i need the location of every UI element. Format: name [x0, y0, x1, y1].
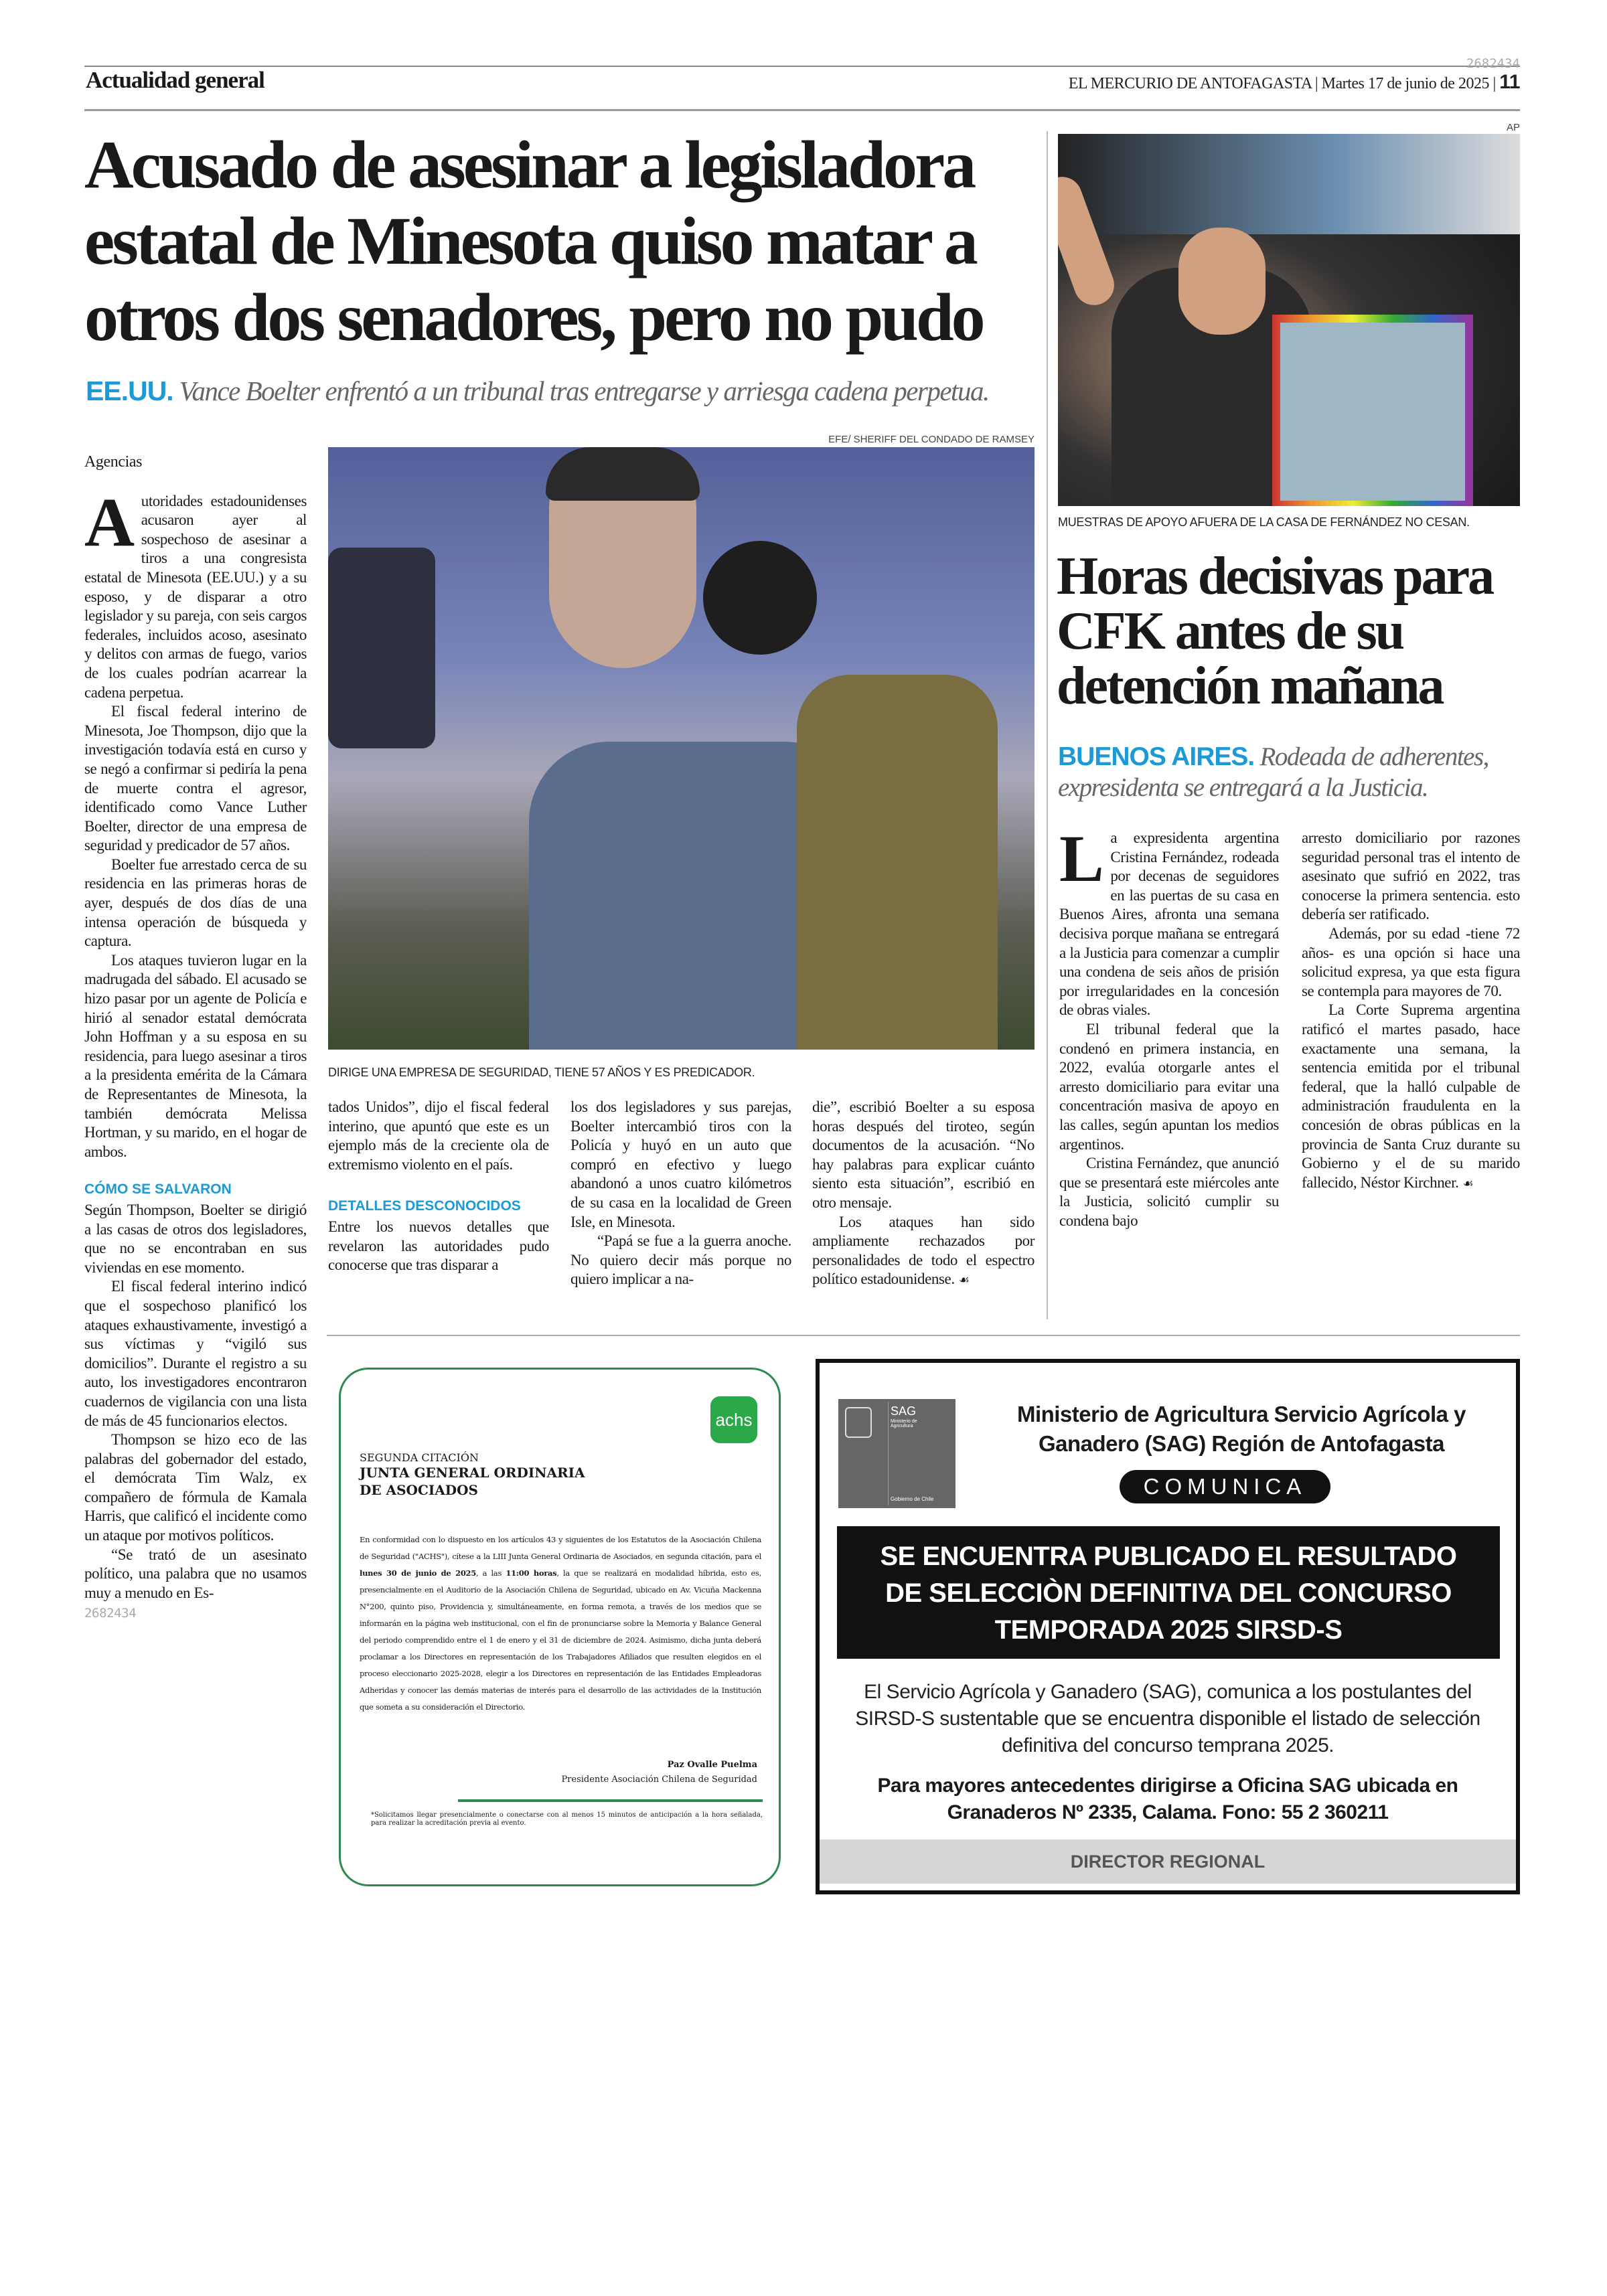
photo-credit: AP: [1506, 122, 1520, 133]
story1-column-4: [812, 1098, 1035, 1291]
section-title: Actualidad general: [86, 67, 264, 93]
top-rule: [84, 66, 1520, 67]
footer-code: 2682434: [84, 1606, 137, 1621]
photo-caption: DIRIGE UNA EMPRESA DE SEGURIDAD, TIENE 57 AÑOS Y ES PREDICADOR.: [328, 1066, 755, 1079]
sag-ad: [816, 1359, 1520, 1894]
page-code: 2682434: [1466, 56, 1520, 71]
banner-line: TEMPORADA 2025 SIRSD-S: [994, 1615, 1343, 1645]
sag-body: El Servicio Agrícola y Ganadero (SAG), comunica a los postulantes del SIRSD-S sustentable que se encuentra disponible el listado de selección definitiva del concurso temprana 2025.: [855, 1681, 1480, 1756]
ads-rule: [327, 1335, 1520, 1336]
headline-line: estatal de Minesota quiso matar a: [84, 203, 976, 279]
story1-kicker: EE.UU.: [86, 376, 173, 406]
paragraph: die”, escribió Boelter a su esposa horas después del tiroteo, según documentos de la acusación. “No hay palabras para explicar cuánto siento esta situación”, escribió en otro mensaje.: [812, 1098, 1035, 1211]
drop-cap: L: [1059, 821, 1104, 896]
photo-credit: EFE/ SHERIFF DEL CONDADO DE RAMSEY: [828, 434, 1035, 445]
logo-subtitle: Ministerio de Agricultura: [891, 1419, 917, 1428]
logo-footer: Gobierno de Chile: [891, 1496, 934, 1502]
paragraph-text: Los ataques han sido ampliamente rechazados por personalidades de todo el espectro político estadounidense.: [812, 1213, 1035, 1288]
achs-body: En conformidad con lo dispuesto en los artículos 43 y siguientes de los Estatutos de la Asociación Chilena de Seguridad ("ACHS"), cítese a la LIII Junta General Ordinaria de Asociados, en segunda citación, para el lunes 30 de junio de 2025, a las 11:00 horas, la que se realizará en modalidad híbrida, esto es, presencialmente en el Auditorio de la Asociación Chilena de Seguridad, ubicado en Av. Vicuña Mackenna N°200, quinto piso, Providencia y, simultáneamente, en forma remota, a través de los medios que se informarán en la página web institucional, con el fin de pronunciarse sobre la Memoria y Balance General del periodo comprendido entre el 1 de enero y el 31 de diciembre de 2024. Asimismo, dicha junta deberá proclamar a los Directores en representación de los Trabajadores Afiliados que resulten elegidos en el proceso eleccionario 2025-2028, elegir a los Directores en representación de las Entidades Empleadoras Adheridas y conocer las demás materias de interés para el desarrollo de las actividades de la Institución que someta a su consideración el Directorio.: [360, 1535, 761, 1712]
story2-deck-text: Rodeada de adherentes, expresidenta se entregará a la Justicia.: [1058, 742, 1488, 802]
paragraph: [1302, 1001, 1520, 1194]
column-divider: [1047, 131, 1048, 1319]
story1-deck: [86, 375, 1043, 407]
signer-name: Paz Ovalle Puelma: [667, 1760, 757, 1770]
story1-column-3: [570, 1098, 791, 1289]
achs-header: [360, 1451, 761, 1499]
paragraph: los dos legisladores y sus parejas, Boelter intercambió tiros con la Policía y huyó en un auto que compró en efectivo y luego abandonó a unos cuatro kilómetros de su casa en la localidad de Green Isle, en Minesota.: [570, 1098, 791, 1230]
masthead: EL MERCURIO DE ANTOFAGASTA | Martes 17 de junio de 2025 | 11: [1068, 71, 1520, 93]
story2-column-2: [1302, 829, 1520, 1194]
story1-headline: [84, 127, 983, 356]
paragraph: Además, por su edad -tiene 72 años- es una opción si hace una solicitud expresa, ya que esta figura se contempla para mayores de 70.: [1302, 924, 1520, 999]
paragraph: El fiscal federal interino indicó que el sospechoso planificó los ataques exhaustivamente, investigó a sus víctimas y “vigiló sus domicilios”. Durante el registro a su auto, los investigadores encontraron cuadernos de vigilancia con una lista de más de 45 funcionarios electos.: [84, 1278, 307, 1429]
page-number: 11: [1499, 71, 1520, 93]
headline-line: otros dos senadores, pero no pudo: [84, 280, 983, 355]
signer-title: Presidente Asociación Chilena de Seguridad: [561, 1775, 757, 1785]
headline-line: Horas decisivas para: [1057, 547, 1493, 606]
paragraph: Boelter fue arrestado cerca de su residencia en las primeras horas de ayer, después de dos días de una intensa operación de búsqueda y captura.: [84, 855, 307, 950]
paragraph: [84, 483, 307, 703]
end-mark-icon: ☙: [958, 1273, 970, 1288]
issue-date: Martes 17 de junio de 2025: [1321, 75, 1489, 92]
achs-divider: [458, 1799, 763, 1802]
comunica-badge: COMUNICA: [1120, 1470, 1330, 1503]
paragraph: [1059, 821, 1279, 1020]
achs-title: JUNTA GENERAL ORDINARIA: [360, 1465, 585, 1481]
banner-line: SE ENCUENTRA PUBLICADO EL RESULTADO: [880, 1542, 1457, 1571]
publication-name: EL MERCURIO DE ANTOFAGASTA: [1068, 75, 1312, 92]
header-rule: [84, 109, 1520, 111]
story1-column-2: [328, 1098, 549, 1275]
paragraph: Thompson se hizo eco de las palabras del gobernador del estado, el demócrata Tim Walz, ex compañero de fórmula de Kamala Harris, que calificó el incidente como un ataque por motivos políticos.: [84, 1431, 307, 1544]
paragraph-text: utoridades estadounidenses acusaron ayer al sospechoso de asesinar a tiros a una congresista estatal de Minesota (EE.UU.) y a su esposo, y de disparar a otro legislador y su pareja, con seis cargos federales, incluidos acoso, asesinato y delitos con armas de fuego, varios de los cuales podrían acarrear la cadena perpetua.: [84, 492, 307, 701]
story1-deck-text: Vance Boelter enfrentó a un tribunal tras entregarse y arriesga cadena perpetua.: [179, 376, 989, 406]
story1-column-1: [84, 453, 307, 1623]
achs-title: DE ASOCIADOS: [360, 1482, 478, 1498]
paragraph-text: La Corte Suprema argentina ratificó el martes pasado, hace exactamente una semana, la sentencia emitida por el tribunal federal, que la halló culpable de administración fraudulenta en la concesión de obras públicas en la provincia de Santa Cruz durante su Gobierno y el de su marido fallecido, Néstor Kirchner.: [1302, 1001, 1520, 1191]
drop-cap: A: [84, 483, 135, 561]
headline-line: CFK antes de su: [1057, 602, 1403, 661]
headline-line: detención mañana: [1057, 657, 1443, 716]
boelter-photo: [328, 447, 1035, 1050]
achs-ad: [339, 1368, 781, 1886]
banner-line: DE SELECCIÒN DEFINITIVA DEL CONCURSO: [885, 1578, 1452, 1608]
coat-of-arms-icon: [845, 1407, 872, 1438]
story2-deck: [1058, 742, 1527, 803]
subhead: CÓMO SE SALVARON: [84, 1181, 232, 1198]
byline: Agencias: [84, 453, 143, 471]
sag-contact: Para mayores antecedentes dirigirse a Oficina SAG ubicada en Granaderos Nº 2335, Calama. Fono: 55 2 360211: [877, 1775, 1458, 1823]
paragraph: Según Thompson, Boelter se dirigió a las casas de otros dos legisladores, que no se encontraban en sus viviendas en ese momento.: [84, 1201, 307, 1276]
sag-footer: DIRECTOR REGIONAL: [820, 1839, 1516, 1884]
paragraph: “Se trató de un asesinato político, una palabra que no usamos muy a menudo en Es-: [84, 1546, 307, 1601]
sag-banner: [837, 1526, 1500, 1659]
paragraph: arresto domiciliario por razones seguridad personal tras el intento de asesinato que sufrió en 2022, tras conocerse la primera sentencia. esto debería ser ratificado.: [1302, 829, 1520, 923]
achs-note: *Solicitamos llegar presencialmente o conectarse con al menos 15 minutos de anticipación a la hora señalada, para realizar la acreditación previa al evento.: [371, 1811, 763, 1827]
paragraph: Entre los nuevos detalles que revelaron las autoridades pudo conocerse que tras disparar a: [328, 1218, 549, 1274]
supporters-photo: [1058, 134, 1520, 506]
sag-logo: [838, 1399, 955, 1508]
paragraph-text: a expresidenta argentina Cristina Fernández, rodeada por decenas de seguidores en las puertas de su casa en Buenos Aires, afronta una semana decisiva porque mañana se entregará a la Justicia para comenzar a cumplir una condena de seis años de prisión por irregularidades en la concesión de obras viales.: [1059, 829, 1279, 1019]
headline-line: Acusado de asesinar a legisladora: [84, 127, 974, 203]
logo-title: SAG: [891, 1404, 917, 1418]
photo-caption: MUESTRAS DE APOYO AFUERA DE LA CASA DE FERNÁNDEZ NO CESAN.: [1058, 515, 1470, 529]
paragraph: tados Unidos”, dijo el fiscal federal interino, que apuntó que este es un ejemplo más de la creciente ola de extremismo violento en el país.: [328, 1098, 549, 1173]
subhead: DETALLES DESCONOCIDOS: [328, 1198, 521, 1214]
paragraph: [812, 1213, 1035, 1291]
achs-logo: achs: [710, 1396, 757, 1443]
end-mark-icon: ☙: [1462, 1176, 1474, 1191]
paragraph: Los ataques tuvieron lugar en la madrugada del sábado. El acusado se hizo pasar por un agente de Policía e hirió al senador estatal demócrata John Hoffman y a su esposa en su residencia, para luego asesinar a tiros a la presidenta emérita de la Cámara de Representantes de Minesota, la también demócrata Melissa Hortman, y su marido, en el hogar de ambos.: [84, 951, 307, 1160]
story2-headline: [1057, 549, 1493, 714]
paragraph: El fiscal federal interino de Minesota, Joe Thompson, dijo que la investigación todavía está en curso y se negó a confirmar si pediría la pena de muerte contra el agresor, identificado como Vance Luther Boelter, director de una empresa de seguridad y predicador de 57 años.: [84, 703, 307, 854]
achs-pretitle: SEGUNDA CITACIÓN: [360, 1451, 479, 1464]
sag-title: Ministerio de Agricultura Servicio Agrícola y Ganadero (SAG) Región de Antofagasta: [1016, 1402, 1466, 1456]
paragraph: El tribunal federal que la condenó en primera instancia, en 2022, evalúa otorgarle antes el arresto domiciliario para evitar una concentración masiva de apoyo en las calles, según apuntan los medios argentinos.: [1059, 1020, 1279, 1153]
paragraph: Cristina Fernández, que anunció que se presentará este miércoles ante la Justicia, solicitó cumplir su condena bajo: [1059, 1155, 1279, 1229]
story2-column-1: [1059, 821, 1279, 1230]
story2-kicker: BUENOS AIRES.: [1058, 742, 1255, 771]
paragraph: “Papá se fue a la guerra anoche. No quiero decir más porque no quiero implicar a na-: [570, 1232, 791, 1288]
achs-signature: [561, 1758, 757, 1787]
